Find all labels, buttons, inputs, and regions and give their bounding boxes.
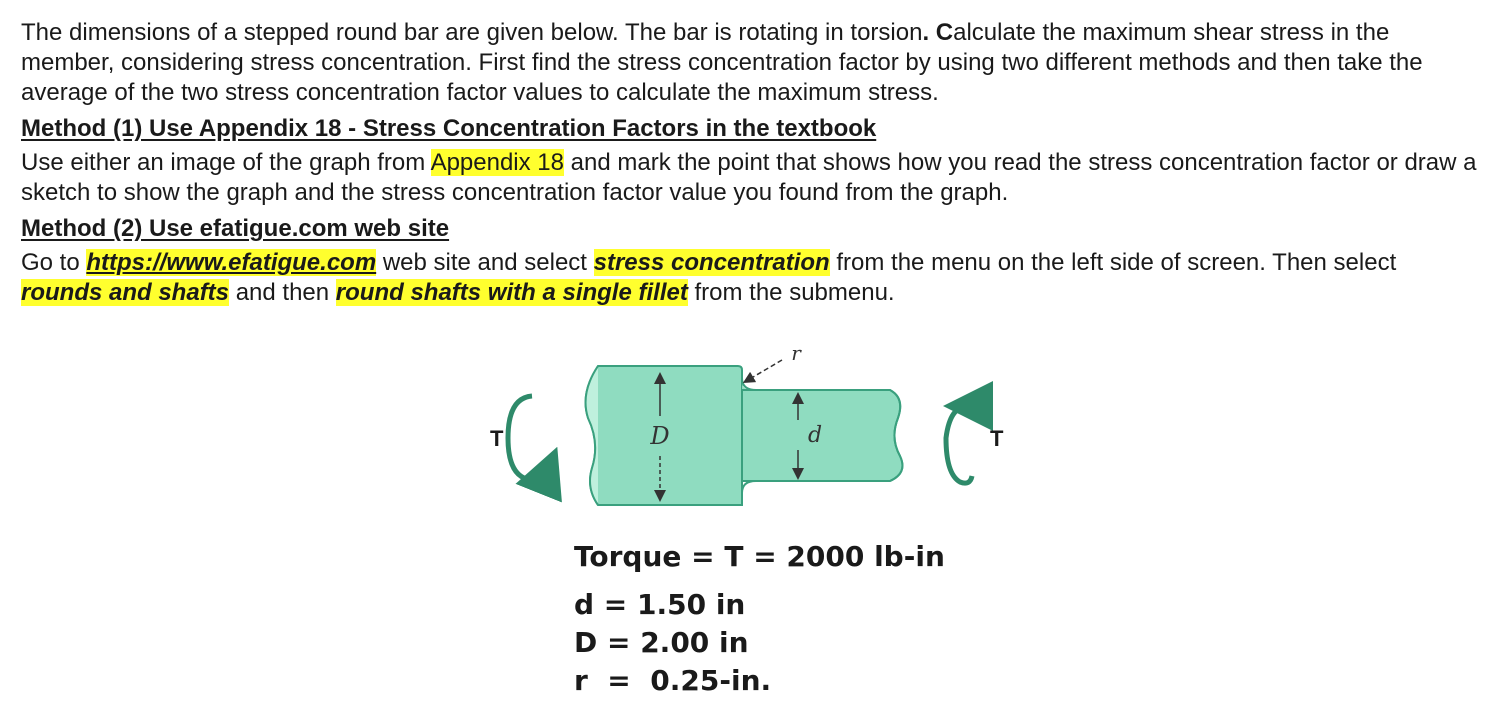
label-r: r	[791, 341, 801, 365]
problem-statement	[21, 18, 1481, 308]
intro-text-1: The dimensions of a stepped round bar are given below. The bar is rotating in torsion	[21, 19, 923, 46]
intro-text-bold: . C	[922, 19, 954, 46]
large-diameter-value: D = 2.00 in	[574, 626, 749, 659]
label-T-left: T	[490, 426, 504, 451]
submenu1-highlight: rounds and shafts	[21, 279, 230, 306]
method1-heading: Method (1) Use Appendix 18 - Stress Concentration Factors in the textbook	[21, 115, 877, 142]
label-D: D	[650, 422, 670, 450]
submenu2-highlight: round shafts with a single fillet	[335, 279, 688, 306]
method1-paragraph: Use either an image of the graph from Appendix 18 and mark the point that shows how you read the stress concentration factor or draw a sketch to show the graph and the stress concentration factor value you found from the graph.	[21, 149, 1477, 206]
right-torque-arrow	[946, 406, 972, 483]
given-values	[574, 538, 945, 700]
menu-item-highlight: stress concentration	[593, 249, 830, 276]
appendix-highlight: Appendix 18	[430, 149, 565, 176]
intro-text-2: alculate the maximum shear stress in the member, considering stress concentration. First find the stress concentration factor by using two different methods and then take the average of the two stress concentration factor values to calculate the maximum stress.	[21, 19, 1423, 106]
r-leader-arrow	[748, 360, 782, 380]
stepped-shaft-svg	[480, 338, 1040, 520]
efatigue-link[interactable]: https://www.efatigue.com	[86, 249, 377, 276]
label-T-right: T	[990, 426, 1004, 451]
fillet-radius-value: r = 0.25-in.	[574, 664, 772, 697]
shaft-small-section	[742, 390, 902, 481]
method2-heading: Method (2) Use efatigue.com web site	[21, 215, 450, 242]
torque-value: Torque = T = 2000 lb-in	[574, 540, 945, 573]
stepped-shaft-figure	[480, 338, 1040, 520]
left-torque-arrow	[508, 396, 548, 480]
small-diameter-value: d = 1.50 in	[574, 588, 746, 621]
intro-paragraph	[21, 18, 1481, 108]
label-d: d	[807, 423, 823, 448]
method2-paragraph: Go to https://www.efatigue.com web site and select stress concentration from the menu on the left side of screen. Then select rounds and shafts and then round shafts with a single fillet from the submenu.	[21, 249, 1397, 306]
